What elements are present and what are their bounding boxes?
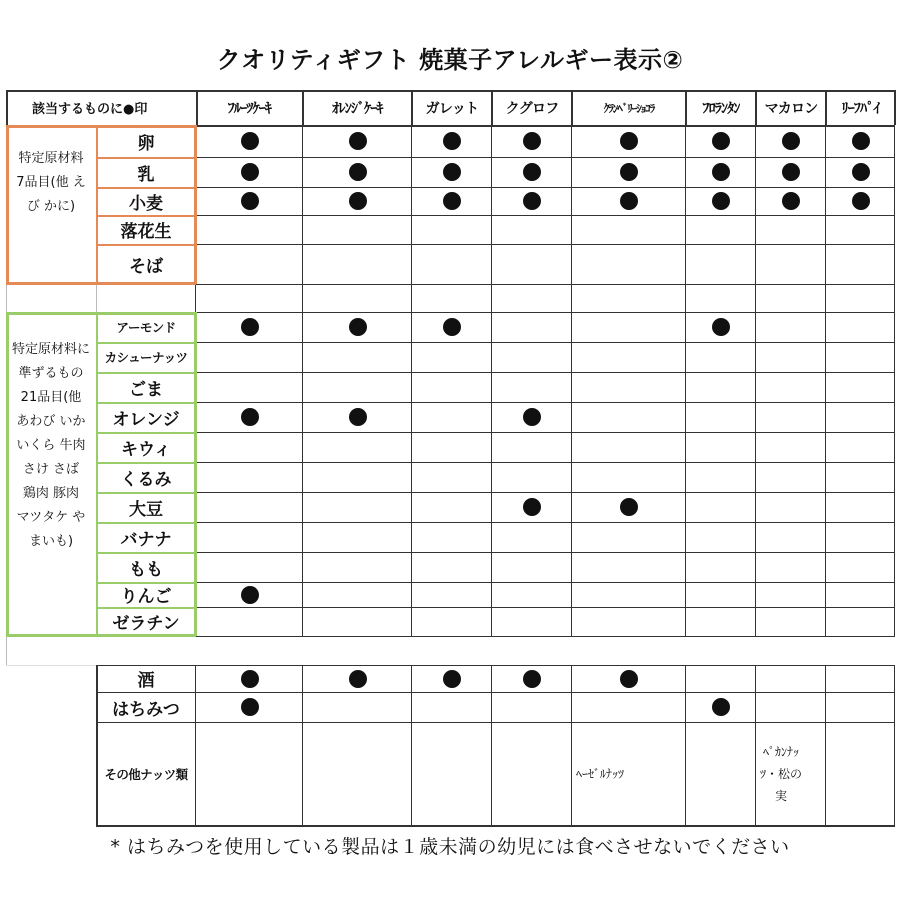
allergen-name: 酒 bbox=[137, 671, 155, 691]
grid-line bbox=[825, 665, 826, 825]
allergen-name: はちみつ bbox=[112, 699, 180, 720]
other-nuts-value: ﾍﾟｶﾝﾅｯ ﾂ・松の 実 bbox=[760, 744, 803, 803]
allergen-mark bbox=[620, 670, 638, 688]
allergen-mark bbox=[349, 132, 367, 150]
grid-line bbox=[755, 125, 756, 312]
mark-cell bbox=[572, 665, 686, 692]
allergen-mark bbox=[852, 163, 870, 181]
grid-line bbox=[96, 552, 895, 553]
grid-line bbox=[755, 90, 757, 125]
grid-line bbox=[96, 582, 895, 583]
allergen-mark bbox=[712, 698, 730, 716]
grid-line bbox=[96, 462, 196, 464]
grid-line bbox=[6, 125, 9, 284]
mark-cell bbox=[412, 125, 492, 157]
grid-line bbox=[6, 90, 895, 92]
allergen-mark bbox=[712, 163, 730, 181]
product-header: ﾘｰﾌﾊﾟｲ bbox=[841, 100, 880, 117]
grid-line bbox=[685, 312, 686, 636]
allergen-name: りんご bbox=[120, 587, 172, 607]
mark-cell bbox=[492, 125, 572, 157]
mark-cell bbox=[303, 187, 412, 215]
allergen-mark bbox=[349, 318, 367, 336]
allergen-mark bbox=[523, 408, 541, 426]
mark-cell bbox=[303, 157, 412, 187]
grid-line bbox=[491, 312, 492, 636]
allergen-mark bbox=[523, 498, 541, 516]
grid-line bbox=[96, 692, 895, 693]
grid-line bbox=[96, 157, 196, 159]
mark-cell bbox=[826, 125, 895, 157]
allergen-name bbox=[96, 284, 196, 312]
grid-line bbox=[96, 607, 196, 609]
mark-cell bbox=[492, 665, 572, 692]
grid-line bbox=[825, 125, 826, 312]
mark-cell bbox=[492, 492, 572, 522]
grid-line bbox=[894, 125, 895, 312]
mark-cell bbox=[196, 187, 303, 215]
grid-line bbox=[96, 636, 895, 637]
grid-line bbox=[6, 284, 7, 312]
product-header: マカロン bbox=[764, 100, 818, 117]
grid-line bbox=[685, 90, 687, 125]
grid-line bbox=[685, 665, 686, 825]
allergen-name: そば bbox=[129, 256, 163, 277]
grid-line bbox=[302, 90, 304, 125]
grid-line bbox=[194, 312, 197, 636]
mark-cell bbox=[572, 492, 686, 522]
allergen-mark bbox=[349, 670, 367, 688]
grid-line bbox=[96, 402, 895, 403]
grid-line bbox=[6, 312, 9, 636]
grid-line bbox=[6, 90, 8, 125]
mark-cell bbox=[826, 187, 895, 215]
grid-line bbox=[6, 282, 196, 285]
allergen-mark bbox=[712, 318, 730, 336]
grid-line bbox=[491, 665, 492, 825]
grid-line bbox=[411, 90, 413, 125]
mark-cell bbox=[686, 187, 756, 215]
page-title: クオリティギフト 焼菓子アレルギー表示② bbox=[216, 46, 684, 74]
allergen-name: オレンジ bbox=[112, 409, 180, 430]
allergen-mark bbox=[241, 132, 259, 150]
allergen-name: キウィ bbox=[121, 439, 171, 460]
grid-line bbox=[96, 284, 895, 285]
grid-line bbox=[894, 90, 896, 125]
other-nuts-value: ﾍｰｾﾞﾙﾅｯﾂ bbox=[576, 766, 625, 781]
allergen-mark bbox=[241, 670, 259, 688]
allergen-mark bbox=[241, 586, 259, 604]
allergen-mark bbox=[620, 498, 638, 516]
mark-cell bbox=[303, 312, 412, 342]
mark-cell bbox=[756, 125, 826, 157]
allergen-name: もも bbox=[129, 559, 163, 580]
mark-cell bbox=[492, 157, 572, 187]
allergen-mark bbox=[349, 192, 367, 210]
mark-cell bbox=[196, 692, 303, 722]
product-header: ｵﾚﾝｼﾞｹｰｷ bbox=[332, 100, 383, 117]
grid-line bbox=[96, 492, 196, 494]
grid-line bbox=[825, 312, 826, 636]
grid-line bbox=[195, 665, 196, 825]
grid-line bbox=[96, 665, 98, 825]
mark-cell bbox=[686, 125, 756, 157]
allergen-mark bbox=[620, 163, 638, 181]
allergen-mark bbox=[241, 192, 259, 210]
grid-line bbox=[302, 312, 303, 636]
mark-cell bbox=[826, 157, 895, 187]
grid-line bbox=[96, 372, 196, 374]
grid-line bbox=[96, 157, 895, 158]
grid-line bbox=[96, 372, 895, 373]
grid-line bbox=[571, 90, 573, 125]
grid-line bbox=[571, 665, 572, 825]
grid-line bbox=[196, 90, 198, 125]
product-header: ﾌﾛﾗﾝﾀﾝ bbox=[702, 100, 740, 117]
mark-cell bbox=[756, 187, 826, 215]
mark-cell bbox=[303, 402, 412, 432]
grid-line bbox=[96, 244, 196, 246]
allergen-name: アーモンド bbox=[116, 320, 176, 335]
footnote: * はちみつを使用している製品は１歳未満の幼児には食べさせないでください bbox=[110, 836, 790, 858]
grid-line bbox=[96, 582, 196, 584]
mark-cell bbox=[412, 187, 492, 215]
mark-cell bbox=[412, 665, 492, 692]
mark-cell bbox=[572, 157, 686, 187]
allergen-mark bbox=[712, 132, 730, 150]
mark-cell bbox=[492, 402, 572, 432]
allergen-name: ゼラチン bbox=[112, 614, 180, 634]
mark-cell bbox=[196, 157, 303, 187]
corner-label: 該当するものに●印 bbox=[32, 102, 148, 117]
grid-line bbox=[96, 462, 895, 463]
grid-line bbox=[96, 522, 895, 523]
grid-line bbox=[571, 125, 572, 312]
grid-line bbox=[96, 432, 196, 434]
allergen-mark bbox=[241, 318, 259, 336]
allergen-mark bbox=[443, 318, 461, 336]
grid-line bbox=[96, 402, 196, 404]
grid-line bbox=[96, 215, 895, 216]
allergy-table bbox=[6, 90, 895, 825]
grid-line bbox=[96, 312, 98, 636]
allergen-mark bbox=[852, 132, 870, 150]
mark-cell bbox=[572, 187, 686, 215]
allergen-mark bbox=[523, 163, 541, 181]
mark-cell bbox=[686, 157, 756, 187]
allergen-mark bbox=[620, 132, 638, 150]
mark-cell bbox=[572, 125, 686, 157]
allergen-name: 卵 bbox=[137, 133, 155, 154]
grid-line bbox=[825, 90, 827, 125]
grid-line bbox=[491, 125, 492, 312]
grid-line bbox=[96, 522, 196, 524]
allergen-name: くるみ bbox=[120, 469, 172, 490]
product-header: ガレット bbox=[425, 100, 479, 117]
grid-line bbox=[6, 636, 7, 665]
allergen-mark bbox=[620, 192, 638, 210]
allergen-name: 大豆 bbox=[129, 499, 163, 520]
grid-line bbox=[96, 492, 895, 493]
allergen-mark bbox=[241, 408, 259, 426]
allergen-name: 落花生 bbox=[120, 222, 172, 242]
allergen-mark bbox=[349, 408, 367, 426]
grid-line bbox=[685, 125, 686, 312]
group-label-specified: 特定原材料 7品目(他 え び かに) bbox=[16, 151, 86, 214]
grid-line bbox=[96, 342, 196, 344]
grid-line bbox=[571, 312, 572, 636]
other-nuts-label: その他ナッツ類 bbox=[104, 766, 188, 782]
mark-cell bbox=[196, 402, 303, 432]
grid-line bbox=[96, 825, 895, 827]
grid-line bbox=[6, 634, 196, 637]
mark-cell bbox=[686, 692, 756, 722]
grid-line bbox=[302, 125, 303, 312]
mark-cell bbox=[196, 125, 303, 157]
grid-line bbox=[755, 665, 756, 825]
grid-line bbox=[96, 125, 98, 284]
allergen-mark bbox=[241, 698, 259, 716]
allergen-mark bbox=[443, 163, 461, 181]
grid-line bbox=[96, 665, 895, 666]
mark-cell bbox=[686, 312, 756, 342]
mark-cell bbox=[196, 312, 303, 342]
grid-line bbox=[411, 312, 412, 636]
allergen-mark bbox=[523, 132, 541, 150]
allergen-mark bbox=[712, 192, 730, 210]
allergen-name: 乳 bbox=[137, 164, 155, 185]
grid-line bbox=[755, 312, 756, 636]
grid-line bbox=[411, 125, 412, 312]
product-header: ｸﾗﾝﾍﾞﾘｰｼｮｺﾗ bbox=[603, 101, 655, 115]
allergen-mark bbox=[782, 132, 800, 150]
allergen-mark bbox=[782, 192, 800, 210]
grid-line bbox=[96, 607, 895, 608]
mark-cell bbox=[303, 125, 412, 157]
allergen-mark bbox=[349, 163, 367, 181]
grid-line bbox=[194, 125, 197, 284]
product-header: ﾌﾙｰﾂｹｰｷ bbox=[227, 100, 272, 117]
allergen-name: バナナ bbox=[120, 529, 172, 550]
grid-line bbox=[96, 432, 895, 433]
grid-line bbox=[96, 187, 196, 189]
grid-line bbox=[894, 312, 895, 636]
grid-line bbox=[96, 342, 895, 343]
mark-cell bbox=[303, 665, 412, 692]
grid-line bbox=[96, 552, 196, 554]
mark-cell bbox=[492, 187, 572, 215]
allergen-name: ごま bbox=[129, 379, 163, 400]
allergen-mark bbox=[443, 670, 461, 688]
grid-line bbox=[96, 215, 196, 217]
allergen-mark bbox=[443, 132, 461, 150]
grid-line bbox=[411, 665, 412, 825]
grid-line bbox=[6, 125, 196, 128]
grid-line bbox=[6, 312, 196, 315]
allergen-mark bbox=[782, 163, 800, 181]
group-label-equivalent: 特定原材料に 準ずるもの 21品目(他 あわび いか いくら 牛肉 さけ さば 鶏肉 豚肉 マツタケ や まいも) bbox=[11, 342, 90, 549]
grid-line bbox=[96, 187, 895, 188]
allergen-name: 小麦 bbox=[129, 193, 163, 214]
mark-cell bbox=[412, 312, 492, 342]
allergen-mark bbox=[852, 192, 870, 210]
allergen-mark bbox=[523, 670, 541, 688]
mark-cell bbox=[196, 582, 303, 607]
allergen-mark bbox=[523, 192, 541, 210]
allergen-mark bbox=[241, 163, 259, 181]
allergen-mark bbox=[443, 192, 461, 210]
grid-line bbox=[302, 665, 303, 825]
mark-cell bbox=[412, 157, 492, 187]
grid-line bbox=[491, 90, 493, 125]
grid-line bbox=[96, 722, 895, 723]
allergen-name: カシューナッツ bbox=[104, 350, 188, 365]
mark-cell bbox=[196, 665, 303, 692]
grid-line bbox=[894, 665, 895, 825]
product-header: クグロフ bbox=[505, 100, 559, 117]
grid-line bbox=[96, 244, 895, 245]
mark-cell bbox=[756, 157, 826, 187]
